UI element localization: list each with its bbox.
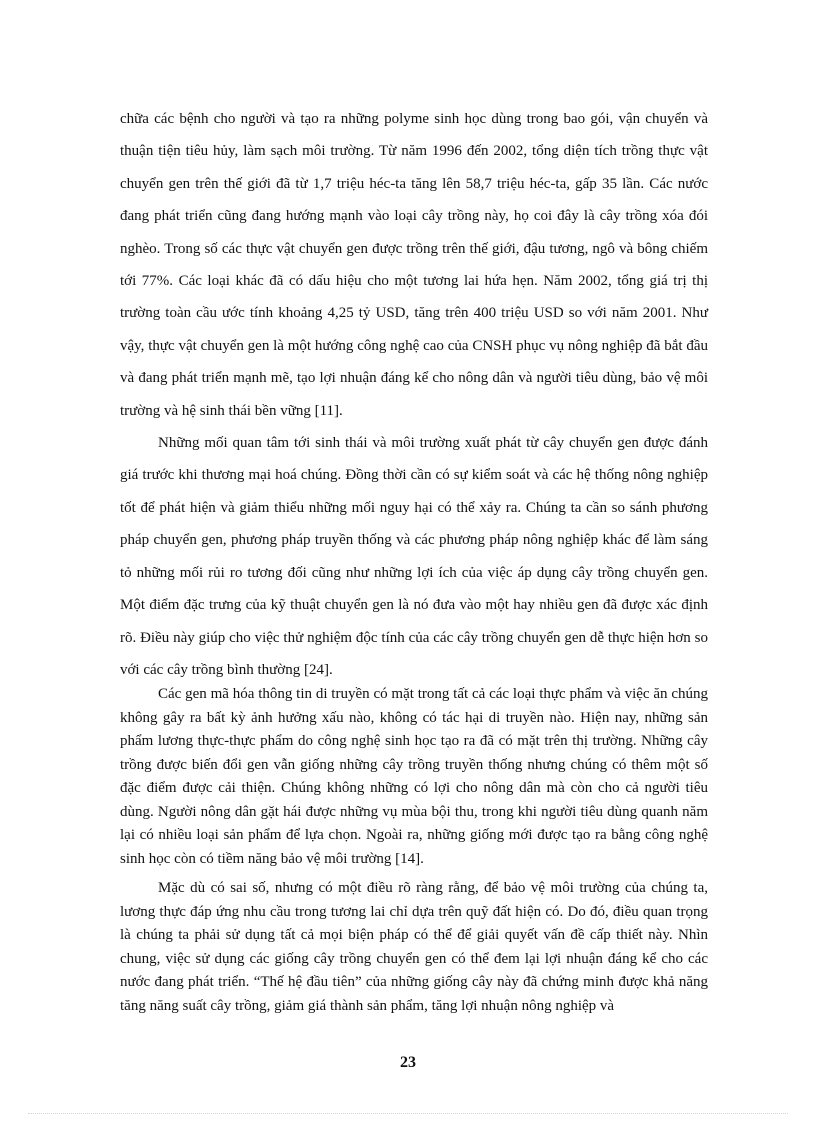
paragraph: Mặc dù có sai số, nhưng có một điều rõ ràng rằng, để bảo vệ môi trường của chúng ta, lương thực đáp ứng nhu cầu trong tương lai chỉ dựa trên quỹ đất hiện có. Do đó, điều quan trọng là chúng ta phải sử dụng tất cả mọi biện pháp có thể để giải quyết vấn đề cấp thiết này. Nhìn chung, việc sử dụng các giống cây trồng chuyển gen có thể đem lại lợi nhuận đáng kể cho các nước đang phát triển. “Thế hệ đầu tiên” của những giống cây này đã chứng minh được khả năng tăng năng suất cây trồng, giảm giá thành sản phẩm, tăng lợi nhuận nông nghiệp và bbox=[120, 880, 708, 1014]
text-block-upper bbox=[120, 103, 708, 686]
paragraph: chữa các bệnh cho người và tạo ra những polyme sinh học dùng trong bao gói, vận chuyển và thuận tiện tiêu hủy, làm sạch môi trường. Từ năm 1996 đến 2002, tổng diện tích trồng thực vật chuyển gen trên thế giới đã từ 1,7 triệu héc-ta tăng lên 58,7 triệu héc-ta, gấp 35 lần. Các nước đang phát triển cũng đang hướng mạnh vào loại cây trồng này, họ coi đây là cây trồng xóa đói nghèo. Trong số các thực vật chuyển gen được trồng trên thế giới, đậu tương, ngô và bông chiếm tới 77%. Các loại khác đã có dấu hiệu cho một tương lai hứa hẹn. Năm 2002, tổng giá trị thị trường toàn cầu ước tính khoảng 4,25 tỷ USD, tăng trên 400 triệu USD so với năm 2001. Như vậy, thực vật chuyển gen là một hướng công nghệ cao của CNSH phục vụ nông nghiệp đã bắt đầu và đang phát triển mạnh mẽ, tạo lợi nhuận đáng kể cho nông dân và người tiêu dùng, bảo vệ môi trường và hệ sinh thái bền vững [11]. bbox=[120, 111, 708, 419]
page-number: 23 bbox=[400, 1054, 416, 1071]
paragraph: Những mối quan tâm tới sinh thái và môi trường xuất phát từ cây chuyển gen được đánh giá trước khi thương mại hoá chúng. Đồng thời cần có sự kiểm soát và các hệ thống nông nghiệp tốt để phát hiện và giảm thiểu những mối nguy hại có thể xảy ra. Chúng ta cần so sánh phương pháp chuyển gen, phương pháp truyền thống và các phương pháp nông nghiệp khác để làm sáng tỏ những mối rủi ro tương đối cũng như những lợi ích của việc áp dụng cây trồng chuyển gen. Một điểm đặc trưng của kỹ thuật chuyển gen là nó đưa vào một hay nhiều gen đã được xác định rõ. Điều này giúp cho việc thử nghiệm độc tính của các cây trồng chuyển gen dễ thực hiện hơn so với các cây trồng bình thường [24]. bbox=[120, 435, 708, 678]
page-bottom-rule bbox=[28, 1113, 788, 1114]
text-block-lower bbox=[120, 683, 708, 1024]
paragraph: Các gen mã hóa thông tin di truyền có mặt trong tất cả các loại thực phẩm và việc ăn chúng không gây ra bất kỳ ảnh hưởng xấu nào, không có tác hại di truyền nào. Hiện nay, những sản phẩm lương thực-thực phẩm do công nghệ sinh học tạo ra đã có mặt trên thị trường. Những cây trồng được biến đổi gen vẫn giống những cây trồng truyền thống nhưng chúng có thêm một số đặc điểm được cải thiện. Chúng không những có lợi cho nông dân mà còn cho cả người tiêu dùng. Người nông dân gặt hái được những vụ mùa bội thu, trong khi người tiêu dùng quanh năm lại có nhiều loại sản phẩm để lựa chọn. Ngoài ra, những giống mới được tạo ra bằng công nghệ sinh học còn có tiềm năng bảo vệ môi trường [14]. bbox=[120, 686, 708, 867]
